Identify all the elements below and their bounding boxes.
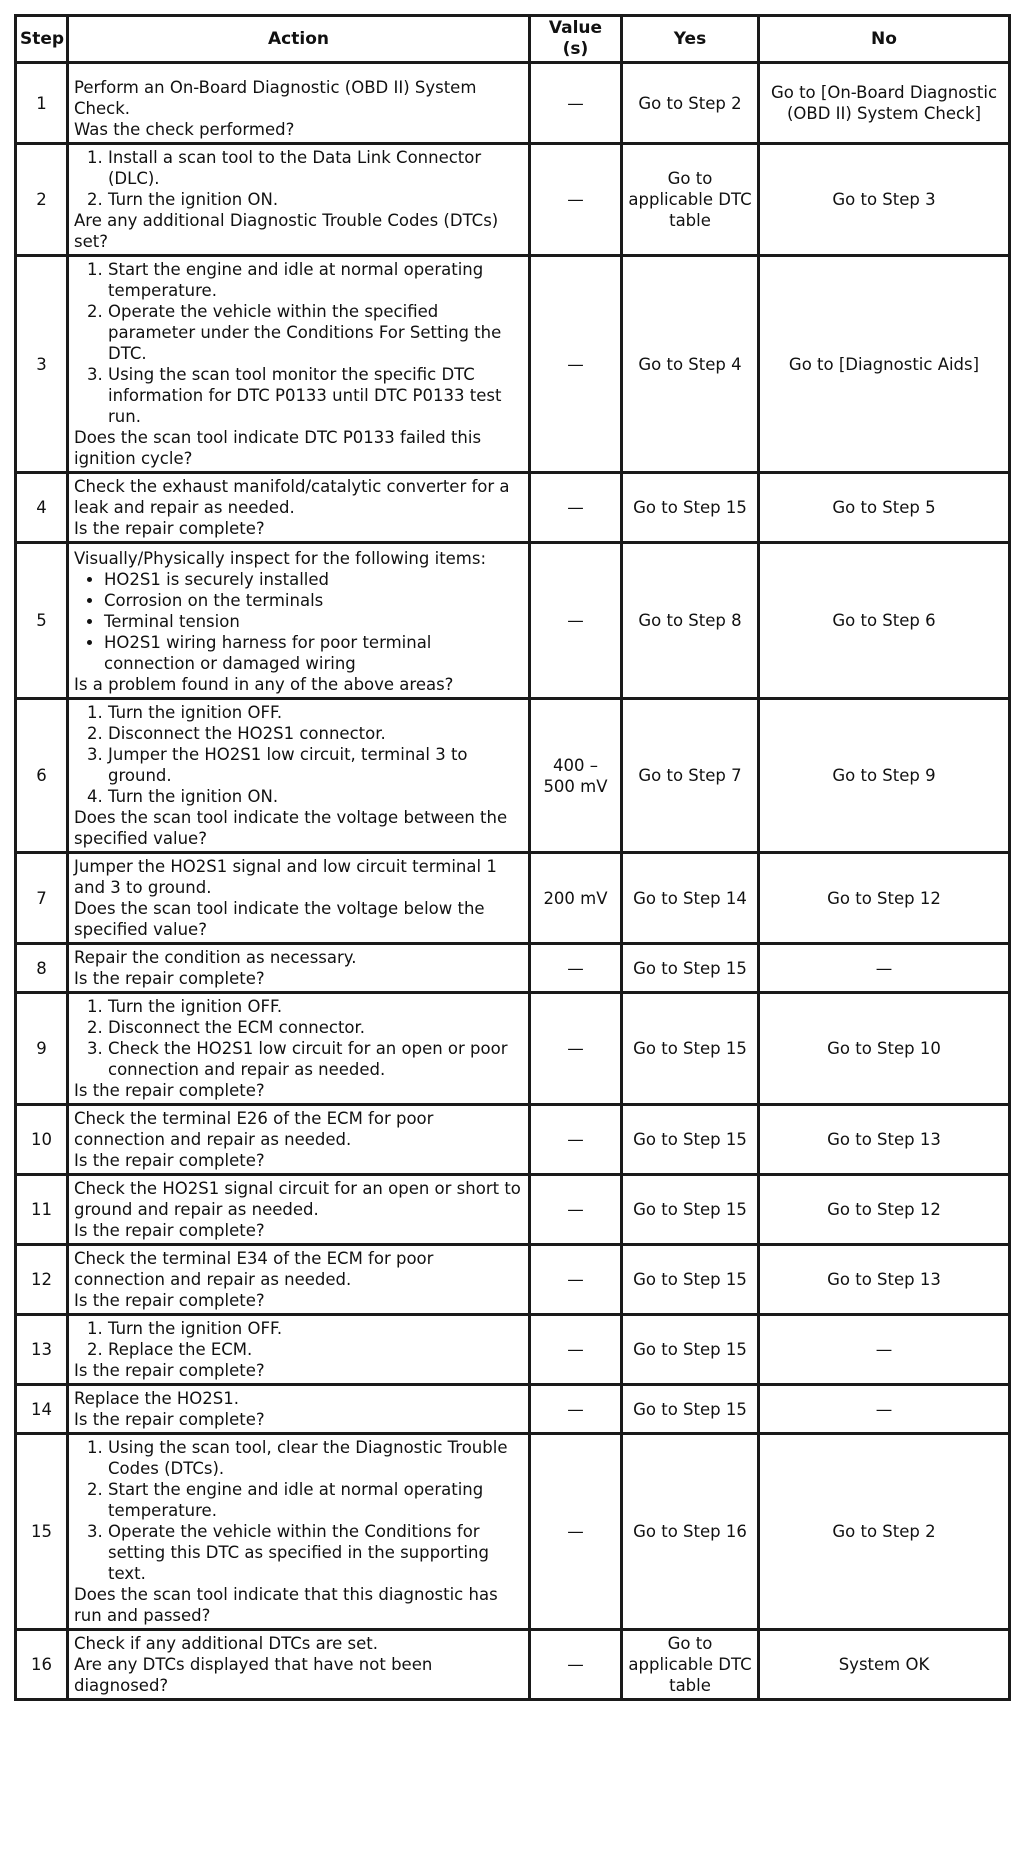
value-cell <box>530 63 622 144</box>
action-question: Are any DTCs displayed that have not been diagnosed? <box>74 1655 433 1695</box>
no-text: — <box>875 958 893 978</box>
value-text: — <box>567 1039 584 1058</box>
action-cell <box>68 63 530 144</box>
table-row <box>16 699 1010 853</box>
action-cell <box>68 144 530 256</box>
value-text: — <box>567 958 584 978</box>
value-cell <box>530 256 622 473</box>
action-question: Is the repair complete? <box>74 1410 265 1429</box>
table-row <box>16 63 1010 144</box>
action-text: Jumper the HO2S1 signal and low circuit terminal 1 and 3 to ground. <box>74 857 497 897</box>
action-question: Is the repair complete? <box>74 1081 265 1100</box>
table-row <box>16 1245 1010 1315</box>
header-yes: Yes <box>622 16 759 63</box>
action-list-item: 1. Start the engine and idle at normal operating temperature. <box>108 259 523 301</box>
yes-cell <box>622 699 759 853</box>
action-list-item: • Corrosion on the terminals <box>104 590 523 611</box>
action-text: Check if any additional DTCs are set. <box>74 1634 378 1653</box>
action-list-item: 4. Turn the ignition ON. <box>108 786 523 807</box>
no-text: Go to [On-Board Diagnostic (OBD II) System Check] <box>770 83 998 123</box>
action-question: Are any additional Diagnostic Trouble Codes (DTCs) set? <box>74 211 499 251</box>
yes-cell <box>622 543 759 699</box>
table-row <box>16 1630 1010 1700</box>
action-text: Replace the HO2S1. <box>74 1389 239 1408</box>
action-question: Is the repair complete? <box>74 969 265 988</box>
no-text: Go to Step 3 <box>832 190 936 209</box>
yes-text: Go to applicable DTC table <box>628 169 752 230</box>
step-cell: 15 <box>16 1434 68 1630</box>
value-cell <box>530 543 622 699</box>
no-text: Go to Step 12 <box>827 888 941 908</box>
table-row <box>16 944 1010 993</box>
no-cell <box>759 144 1010 256</box>
value-text: — <box>567 1200 584 1219</box>
header-row <box>16 16 1010 63</box>
action-cell <box>68 256 530 473</box>
table-row <box>16 543 1010 699</box>
action-cell <box>68 543 530 699</box>
step-cell: 13 <box>16 1315 68 1385</box>
no-text: Go to Step 5 <box>832 498 936 517</box>
step-cell: 5 <box>16 543 68 699</box>
step-cell: 12 <box>16 1245 68 1315</box>
action-list-item: 3. Using the scan tool monitor the specific DTC information for DTC P0133 until DTC P0133 test run. <box>108 364 523 427</box>
no-text: Go to Step 6 <box>832 611 936 630</box>
step-cell: 4 <box>16 473 68 543</box>
yes-cell <box>622 853 759 944</box>
no-cell <box>759 1245 1010 1315</box>
value-text: — <box>567 1655 584 1674</box>
no-text: Go to Step 10 <box>827 1039 941 1058</box>
no-text: — <box>875 1399 893 1419</box>
yes-text: Go to Step 8 <box>638 611 742 630</box>
yes-cell <box>622 256 759 473</box>
value-cell <box>530 473 622 543</box>
yes-cell <box>622 1175 759 1245</box>
yes-cell <box>622 1245 759 1315</box>
action-list-item: 3. Check the HO2S1 low circuit for an open or poor connection and repair as needed. <box>108 1038 523 1080</box>
action-list-item: • HO2S1 is securely installed <box>104 569 523 590</box>
value-cell <box>530 1175 622 1245</box>
yes-cell <box>622 1105 759 1175</box>
value-text: — <box>567 498 584 517</box>
yes-cell <box>622 473 759 543</box>
action-text: Repair the condition as necessary. <box>74 948 357 967</box>
action-text: Check the terminal E34 of the ECM for poor connection and repair as needed. <box>74 1249 434 1289</box>
value-cell <box>530 1105 622 1175</box>
action-list-item: 1. Turn the ignition OFF. <box>108 702 523 723</box>
action-list-item: 3. Jumper the HO2S1 low circuit, terminal 3 to ground. <box>108 744 523 786</box>
table-row <box>16 144 1010 256</box>
no-cell <box>759 853 1010 944</box>
action-text: Visually/Physically inspect for the following items: <box>74 549 487 568</box>
no-cell <box>759 1630 1010 1700</box>
action-cell <box>68 473 530 543</box>
value-cell <box>530 1245 622 1315</box>
no-text: Go to Step 9 <box>832 766 936 785</box>
inspection-bullet-list <box>74 569 523 674</box>
value-text: — <box>567 611 584 630</box>
value-text: — <box>567 1340 584 1359</box>
no-text: Go to Step 13 <box>827 1270 941 1289</box>
action-cell <box>68 1105 530 1175</box>
action-list-item: 2. Operate the vehicle within the specified parameter under the Conditions For Setting the DTC. <box>108 301 523 364</box>
no-cell <box>759 1175 1010 1245</box>
action-list-item: 2. Turn the ignition ON. <box>108 189 523 210</box>
yes-text: Go to applicable DTC table <box>628 1634 752 1695</box>
yes-text: Go to Step 2 <box>638 93 742 113</box>
no-text: Go to [Diagnostic Aids] <box>788 354 980 374</box>
yes-cell <box>622 1315 759 1385</box>
yes-text: Go to Step 14 <box>633 888 747 908</box>
value-text: — <box>567 354 584 374</box>
no-cell <box>759 1385 1010 1434</box>
no-cell <box>759 1105 1010 1175</box>
action-question: Does the scan tool indicate that this diagnostic has run and passed? <box>74 1585 498 1625</box>
yes-text: Go to Step 15 <box>633 1399 747 1419</box>
action-cell <box>68 1175 530 1245</box>
action-step-list <box>74 1437 523 1584</box>
header-no: No <box>759 16 1010 63</box>
action-question: Is the repair complete? <box>74 1221 265 1240</box>
action-list-item: 3. Operate the vehicle within the Conditions for setting this DTC as specified in the supporting text. <box>108 1521 523 1584</box>
header-step: Step <box>16 16 68 63</box>
action-text: Check the HO2S1 signal circuit for an open or short to ground and repair as needed. <box>74 1179 521 1219</box>
table-body <box>16 63 1010 1700</box>
action-list-item: 2. Disconnect the HO2S1 connector. <box>108 723 523 744</box>
value-cell <box>530 1434 622 1630</box>
action-question: Was the check performed? <box>74 120 295 139</box>
yes-text: Go to Step 7 <box>638 766 742 785</box>
no-text: Go to Step 13 <box>827 1130 941 1149</box>
value-text: 200 mV <box>543 888 608 908</box>
action-text: Check the terminal E26 of the ECM for poor connection and repair as needed. <box>74 1109 434 1149</box>
yes-cell <box>622 944 759 993</box>
yes-cell <box>622 1385 759 1434</box>
step-cell: 1 <box>16 63 68 144</box>
yes-text: Go to Step 15 <box>633 498 747 517</box>
step-cell: 9 <box>16 993 68 1105</box>
step-cell: 2 <box>16 144 68 256</box>
table-row <box>16 256 1010 473</box>
yes-text: Go to Step 15 <box>633 1039 747 1058</box>
no-text: Go to Step 2 <box>832 1522 936 1541</box>
yes-text: Go to Step 15 <box>633 958 747 978</box>
action-step-list <box>74 147 523 210</box>
action-question: Is the repair complete? <box>74 1361 265 1380</box>
yes-cell <box>622 1434 759 1630</box>
no-cell <box>759 63 1010 144</box>
step-cell: 8 <box>16 944 68 993</box>
action-text: Perform an On-Board Diagnostic (OBD II) System Check. <box>74 78 477 118</box>
action-question: Does the scan tool indicate the voltage below the specified value? <box>74 899 485 939</box>
action-question: Is the repair complete? <box>74 519 265 538</box>
action-cell <box>68 1245 530 1315</box>
yes-text: Go to Step 4 <box>638 354 742 374</box>
action-cell <box>68 1630 530 1700</box>
value-text: — <box>567 1270 584 1289</box>
action-list-item: • Terminal tension <box>104 611 523 632</box>
value-text: — <box>567 1522 584 1541</box>
no-cell <box>759 1434 1010 1630</box>
no-cell <box>759 256 1010 473</box>
table-row <box>16 1175 1010 1245</box>
table-row <box>16 1315 1010 1385</box>
action-list-item: 1. Turn the ignition OFF. <box>108 996 523 1017</box>
table-row <box>16 1385 1010 1434</box>
step-cell: 6 <box>16 699 68 853</box>
yes-text: Go to Step 16 <box>633 1522 747 1541</box>
action-cell <box>68 1385 530 1434</box>
step-cell: 16 <box>16 1630 68 1700</box>
no-cell <box>759 699 1010 853</box>
value-text: — <box>567 1130 584 1149</box>
step-cell: 11 <box>16 1175 68 1245</box>
yes-cell <box>622 1630 759 1700</box>
step-cell: 3 <box>16 256 68 473</box>
action-step-list <box>74 259 523 427</box>
action-list-item: 2. Disconnect the ECM connector. <box>108 1017 523 1038</box>
step-cell: 14 <box>16 1385 68 1434</box>
yes-text: Go to Step 15 <box>633 1200 747 1219</box>
action-text: Check the exhaust manifold/catalytic converter for a leak and repair as needed. <box>74 477 510 517</box>
action-cell <box>68 1315 530 1385</box>
value-cell <box>530 1315 622 1385</box>
step-cell: 7 <box>16 853 68 944</box>
value-cell <box>530 144 622 256</box>
table-row <box>16 993 1010 1105</box>
value-text: — <box>567 190 584 209</box>
yes-text: Go to Step 15 <box>633 1130 747 1149</box>
value-cell <box>530 944 622 993</box>
action-list-item: 1. Using the scan tool, clear the Diagnostic Trouble Codes (DTCs). <box>108 1437 523 1479</box>
action-cell <box>68 1434 530 1630</box>
action-step-list <box>74 1318 523 1360</box>
action-cell <box>68 853 530 944</box>
no-text: — <box>875 1340 893 1359</box>
value-cell <box>530 1385 622 1434</box>
yes-text: Go to Step 15 <box>633 1270 747 1289</box>
action-list-item: 1. Install a scan tool to the Data Link Connector (DLC). <box>108 147 523 189</box>
action-question: Is a problem found in any of the above areas? <box>74 675 454 694</box>
yes-cell <box>622 144 759 256</box>
yes-cell <box>622 63 759 144</box>
header-value: Value (s) <box>530 16 622 63</box>
table-row <box>16 1105 1010 1175</box>
action-step-list <box>74 996 523 1080</box>
value-cell <box>530 699 622 853</box>
action-question: Is the repair complete? <box>74 1151 265 1170</box>
table-row <box>16 853 1010 944</box>
action-question: Is the repair complete? <box>74 1291 265 1310</box>
no-cell <box>759 473 1010 543</box>
action-cell <box>68 993 530 1105</box>
value-cell <box>530 993 622 1105</box>
value-text: 400 – 500 mV <box>543 755 608 796</box>
action-cell <box>68 944 530 993</box>
no-cell <box>759 1315 1010 1385</box>
step-cell: 10 <box>16 1105 68 1175</box>
action-list-item: • HO2S1 wiring harness for poor terminal connection or damaged wiring <box>104 632 523 674</box>
no-cell <box>759 543 1010 699</box>
no-cell <box>759 993 1010 1105</box>
yes-text: Go to Step 15 <box>633 1340 747 1359</box>
action-list-item: 1. Turn the ignition OFF. <box>108 1318 523 1339</box>
value-cell <box>530 1630 622 1700</box>
header-action: Action <box>68 16 530 63</box>
diagnostic-table <box>14 14 1011 1701</box>
action-cell <box>68 699 530 853</box>
table-row <box>16 473 1010 543</box>
action-question: Does the scan tool indicate the voltage between the specified value? <box>74 808 508 848</box>
table-row <box>16 1434 1010 1630</box>
value-text: — <box>567 93 584 113</box>
yes-cell <box>622 993 759 1105</box>
no-text: Go to Step 12 <box>827 1200 941 1219</box>
no-text: System OK <box>838 1655 930 1674</box>
value-cell <box>530 853 622 944</box>
action-list-item: 2. Start the engine and idle at normal operating temperature. <box>108 1479 523 1521</box>
value-text: — <box>567 1399 584 1419</box>
action-question: Does the scan tool indicate DTC P0133 failed this ignition cycle? <box>74 428 482 468</box>
action-step-list <box>74 702 523 807</box>
no-cell <box>759 944 1010 993</box>
action-list-item: 2. Replace the ECM. <box>108 1339 523 1360</box>
